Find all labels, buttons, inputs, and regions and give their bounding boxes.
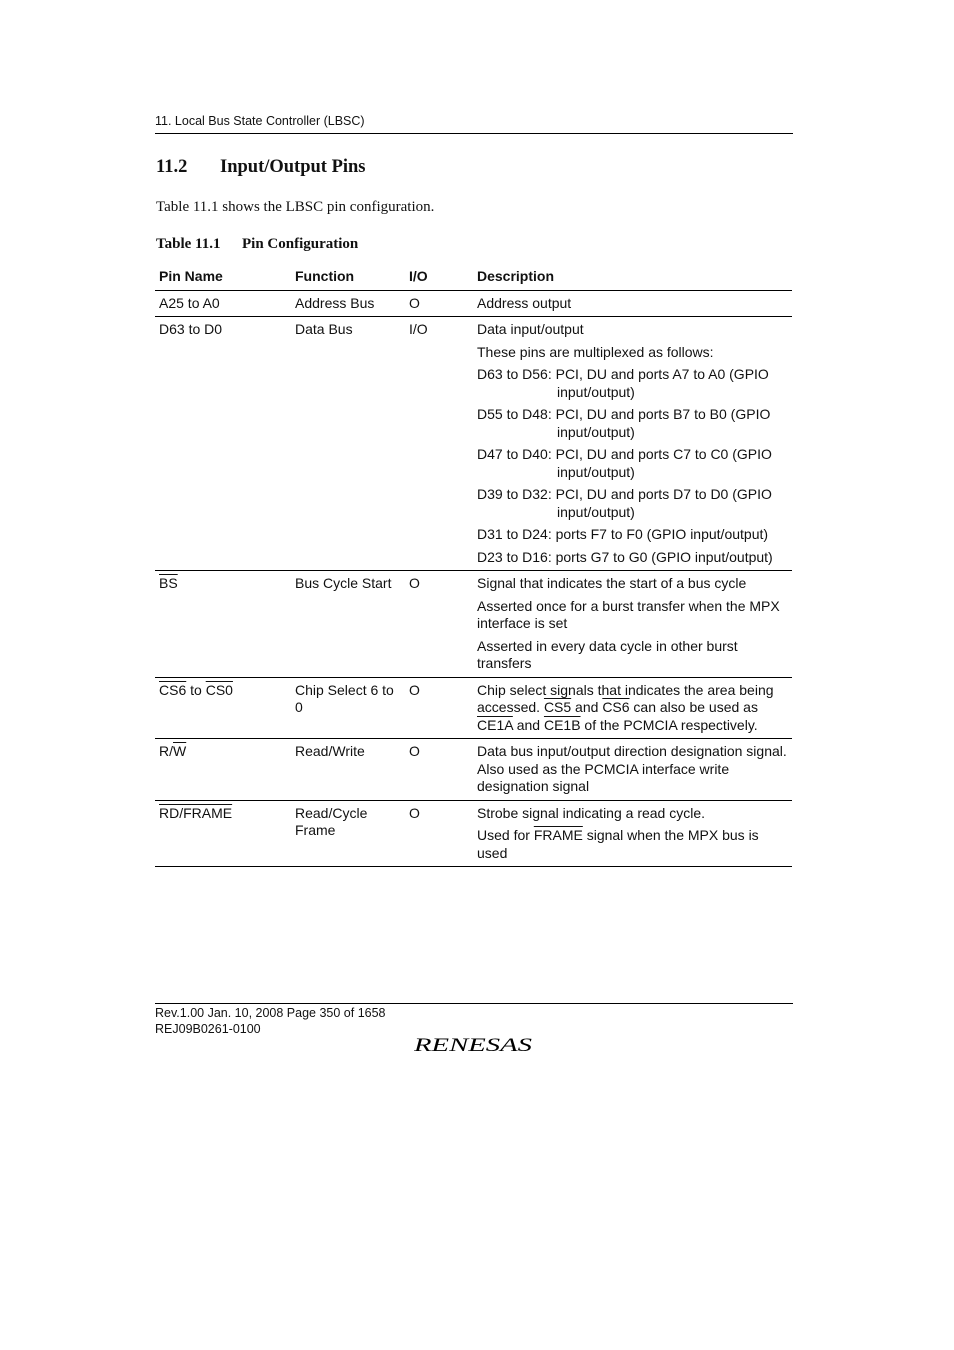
description-fragment: signal when the MPX bus is used bbox=[477, 827, 759, 861]
signal-name-overlined: CE1A bbox=[477, 716, 513, 733]
pin-configuration-table bbox=[155, 266, 792, 867]
description-text: D47 to D40: PCI, DU and ports C7 to C0 (GPIO input/output) bbox=[477, 446, 772, 480]
table-caption-label: Table 11.1 bbox=[156, 236, 221, 252]
running-header: 11. Local Bus State Controller (LBSC) bbox=[155, 114, 793, 134]
description-text: Signal that indicates the start of a bus cycle bbox=[477, 575, 747, 591]
pin-name-overlined: CS6 bbox=[159, 681, 187, 698]
footer-revision: Rev.1.00 Jan. 10, 2008 Page 350 of 1658 bbox=[155, 1006, 386, 1020]
signal-name-overlined: CE1B bbox=[543, 716, 581, 733]
description-text bbox=[477, 682, 788, 735]
io-cell: O bbox=[409, 294, 420, 311]
description-text: D39 to D32: PCI, DU and ports D7 to D0 (GPIO input/output) bbox=[477, 486, 772, 520]
column-header-function: Function bbox=[291, 266, 405, 290]
table-row bbox=[155, 800, 792, 867]
table-row bbox=[155, 739, 792, 801]
renesas-logo bbox=[414, 1034, 534, 1061]
description-fragment: Chip select signals that indicates the area being accessed. bbox=[477, 681, 774, 715]
intro-paragraph: Table 11.1 shows the LBSC pin configuration. bbox=[156, 199, 435, 215]
table-row bbox=[155, 290, 792, 317]
description-cell bbox=[473, 800, 792, 867]
function-cell: Read/Cycle Frame bbox=[291, 800, 405, 867]
section-title-text: Input/Output Pins bbox=[220, 157, 366, 177]
description-fragment: and bbox=[571, 699, 603, 715]
description-text: Data bus input/output direction designation signal. Also used as the PCMCIA interface write designation signal bbox=[477, 743, 787, 794]
description-text: D55 to D48: PCI, DU and ports B7 to B0 (GPIO input/output) bbox=[477, 406, 771, 440]
column-header-io: I/O bbox=[405, 266, 473, 290]
pin-name-text: R/ bbox=[159, 743, 173, 759]
description-cell bbox=[473, 571, 792, 678]
io-cell: O bbox=[405, 800, 473, 867]
io-cell: O bbox=[405, 739, 473, 801]
pin-name-cell bbox=[155, 571, 291, 678]
description-text: Data input/output bbox=[477, 321, 584, 337]
pin-name-cell bbox=[155, 739, 291, 801]
description-text: D23 to D16: ports G7 to G0 (GPIO input/output) bbox=[477, 548, 773, 565]
description-cell bbox=[473, 290, 792, 317]
io-cell: I/O bbox=[405, 317, 473, 571]
io-cell: O bbox=[405, 677, 473, 739]
pin-name-cell bbox=[155, 677, 291, 739]
description-text bbox=[477, 827, 788, 862]
signal-name-overlined: CS5 bbox=[543, 699, 572, 715]
pin-name-text: to bbox=[186, 681, 206, 698]
section-number: 11.2 bbox=[156, 157, 188, 177]
io-cell: O bbox=[405, 571, 473, 678]
table-caption bbox=[156, 236, 358, 253]
pin-name-overlined: RD/FRAME bbox=[159, 804, 233, 821]
signal-name-overlined: CS6 bbox=[602, 699, 630, 715]
description-cell bbox=[473, 317, 792, 571]
section-title bbox=[156, 157, 366, 178]
column-header-description: Description bbox=[473, 266, 792, 290]
description-text: D63 to D56: PCI, DU and ports A7 to A0 (GPIO input/output) bbox=[477, 366, 769, 400]
description-fragment: Used for bbox=[477, 827, 534, 843]
function-cell: Chip Select 6 to 0 bbox=[291, 677, 405, 739]
page-footer bbox=[155, 1003, 793, 1037]
description-fragment: can also be used as bbox=[629, 699, 758, 715]
svg-text:RENESAS: RENESAS bbox=[414, 1035, 533, 1056]
pin-name-cell: D63 to D0 bbox=[155, 317, 291, 571]
column-header-pin-name: Pin Name bbox=[155, 266, 291, 290]
description-text: Strobe signal indicating a read cycle. bbox=[477, 804, 706, 821]
table-header-row bbox=[155, 266, 792, 290]
description-fragment: and bbox=[512, 716, 544, 733]
description-text: Asserted once for a burst transfer when the MPX interface is set bbox=[477, 597, 780, 631]
signal-name-overlined: FRAME bbox=[533, 827, 583, 843]
table-row bbox=[155, 677, 792, 739]
description-text: D31 to D24: ports F7 to F0 (GPIO input/output) bbox=[477, 526, 769, 542]
table-caption-title: Pin Configuration bbox=[242, 236, 359, 252]
function-cell: Data Bus bbox=[291, 317, 405, 571]
table-row bbox=[155, 571, 792, 678]
description-text: These pins are multiplexed as follows: bbox=[477, 343, 714, 360]
function-cell: Bus Cycle Start bbox=[291, 571, 405, 678]
function-cell: Address Bus bbox=[295, 294, 375, 311]
pin-name-overlined: CS0 bbox=[205, 681, 233, 698]
pin-name-cell: A25 to A0 bbox=[159, 294, 220, 311]
table-row bbox=[155, 317, 792, 571]
footer-document-code: REJ09B0261-0100 bbox=[155, 1021, 261, 1036]
pin-name-overlined: $\overline{BS}$ bbox=[159, 575, 178, 591]
description-fragment: of the PCMCIA respectively. bbox=[580, 716, 758, 733]
description-text: Address output bbox=[477, 294, 572, 311]
description-cell bbox=[473, 677, 792, 739]
pin-name-overlined: $\overline{W}$ bbox=[173, 743, 187, 759]
renesas-logo-graphic bbox=[414, 1034, 534, 1056]
function-cell: Read/Write bbox=[291, 739, 405, 801]
pin-name-cell bbox=[155, 800, 291, 867]
description-text: Asserted in every data cycle in other burst transfers bbox=[477, 637, 738, 671]
description-cell bbox=[473, 739, 792, 801]
